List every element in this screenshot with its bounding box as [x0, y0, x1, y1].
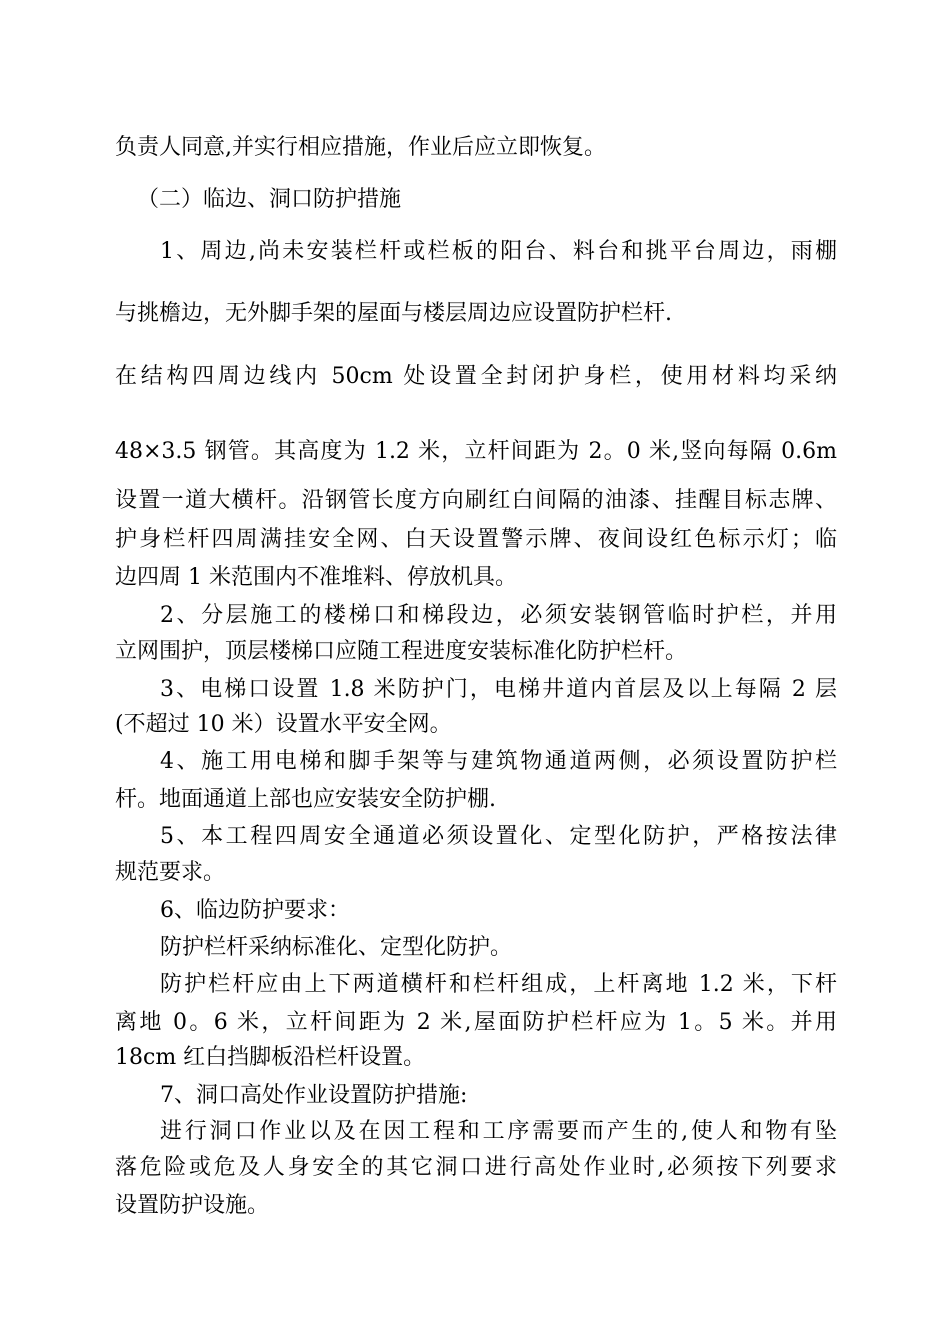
paragraph-line: 边四周 1 米范围内不准堆料、停放机具。	[115, 565, 517, 590]
paragraph-line: 3、电梯口设置 1.8 米防护门，电梯井道内首层及以上每隔 2 层	[160, 677, 837, 702]
paragraph-line: 护身栏杆四周满挂安全网、白天设置警示牌、夜间设红色标示灯；临	[115, 527, 837, 552]
section-heading: （二）临边、洞口防护措施	[137, 187, 402, 212]
paragraph-line: 规范要求。	[115, 860, 226, 885]
paragraph-line: (不超过 10 米）设置水平安全网。	[115, 712, 452, 737]
paragraph-line: 设置防护设施。	[115, 1193, 270, 1218]
paragraph-line: 设置一道大横杆。沿钢管长度方向刷红白间隔的油漆、挂醒目标志牌、	[115, 488, 837, 513]
paragraph-line: 立网围护，顶层楼梯口应随工程进度安装标准化防护栏杆。	[115, 639, 688, 664]
paragraph-line: 落危险或危及人身安全的其它洞口进行高处作业时,必须按下列要求	[115, 1155, 837, 1180]
paragraph-line: 18cm 红白挡脚板沿栏杆设置。	[115, 1045, 426, 1070]
paragraph-line: 杆。地面通道上部也应安装安全防护棚.	[115, 787, 496, 812]
paragraph-line: 与挑檐边，无外脚手架的屋面与楼层周边应设置防护栏杆.	[115, 301, 672, 326]
paragraph-line: 进行洞口作业以及在因工程和工序需要而产生的,使人和物有坠	[160, 1119, 837, 1144]
paragraph-line: 6、临边防护要求：	[160, 898, 350, 923]
paragraph-line: 防护栏杆采纳标准化、定型化防护。	[160, 935, 513, 960]
paragraph-line: 2、分层施工的楼梯口和梯段边，必须安装钢管临时护栏，并用	[160, 603, 837, 628]
paragraph-line: 在结构四周边线内 50cm 处设置全封闭护身栏，使用材料均采纳	[115, 364, 837, 389]
paragraph-line: 5、本工程四周安全通道必须设置化、定型化防护，严格按法律	[160, 824, 837, 849]
paragraph-line: 防护栏杆应由上下两道横杆和栏杆组成，上杆离地 1.2 米，下杆	[160, 972, 837, 997]
paragraph-line: 48×3.5 钢管。其高度为 1.2 米，立杆间距为 2。0 米,竖向每隔 0.6m	[115, 439, 837, 464]
paragraph-line: 1、周边,尚未安装栏杆或栏板的阳台、料台和挑平台周边，雨棚	[160, 239, 837, 264]
paragraph-line: 离地 0。6 米，立杆间距为 2 米,屋面防护栏杆应为 1。5 米。并用	[115, 1010, 837, 1035]
paragraph-line: 7、洞口高处作业设置防护措施:	[160, 1083, 468, 1108]
paragraph-line: 4、施工用电梯和脚手架等与建筑物通道两侧，必须设置防护栏	[160, 749, 837, 774]
paragraph-line: 负责人同意,并实行相应措施，作业后应立即恢复。	[115, 135, 606, 160]
